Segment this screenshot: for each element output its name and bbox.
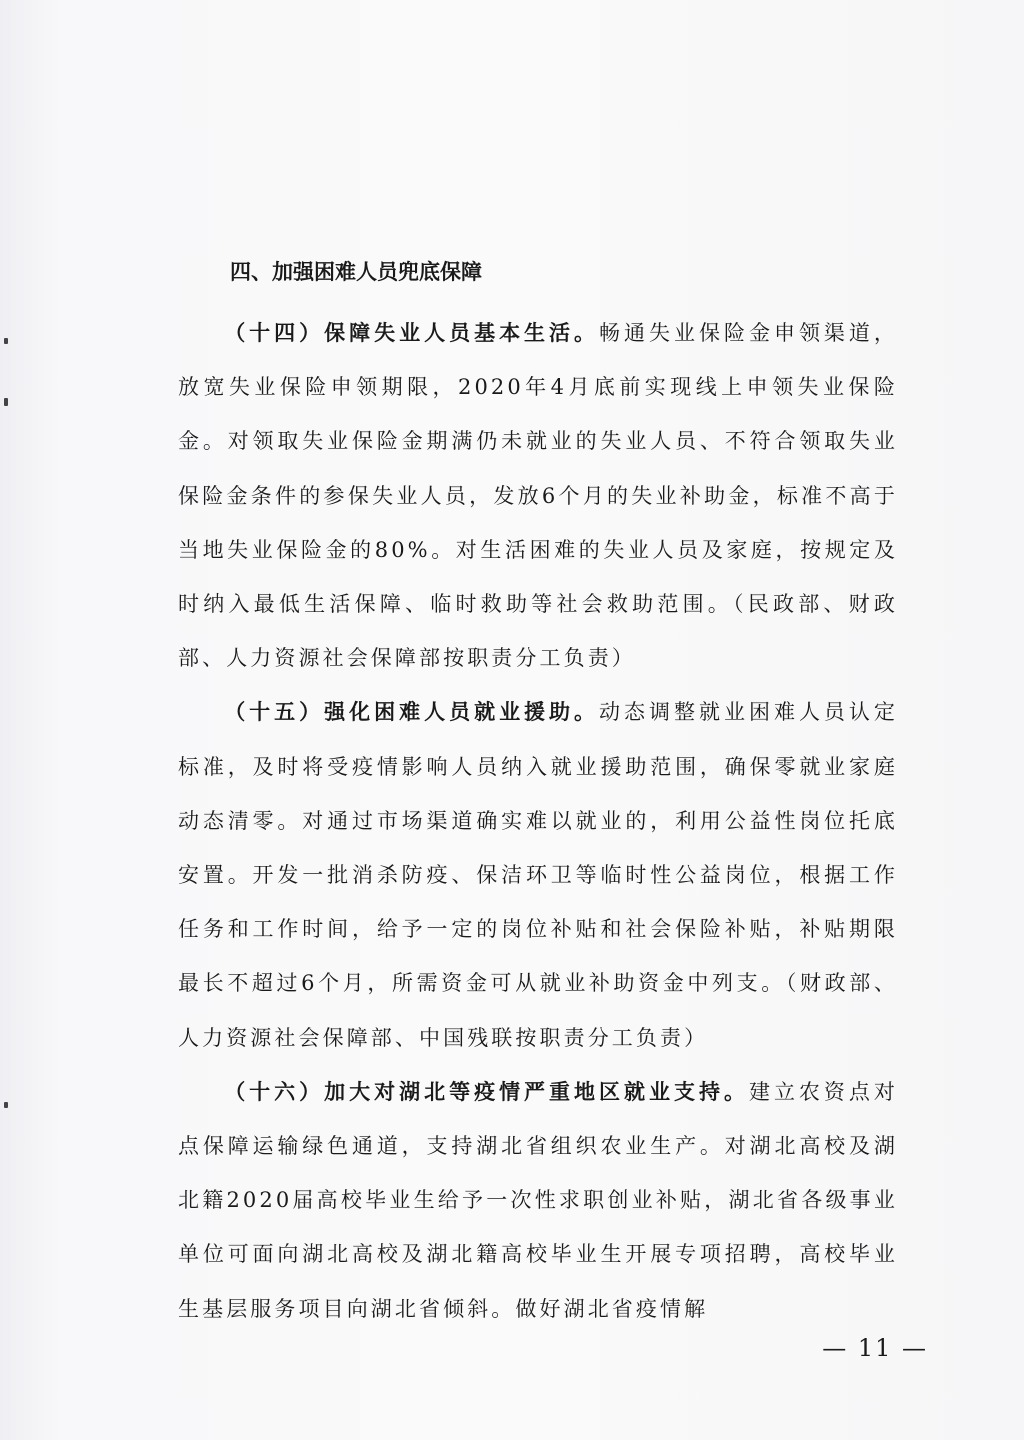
paragraph-16: [178, 1065, 898, 1336]
paragraph-body: 建立农资点对点保障运输绿色通道，支持湖北省组织农业生产。对湖北高校及湖北籍2020届高校毕业生给予一次性求职创业补贴，湖北省各级事业单位可面向湖北高校及湖北籍高校毕业生开展专项招聘，高校毕业生基层服务项目向湖北省倾斜。做好湖北省疫情解: [178, 1079, 898, 1321]
paragraph-14: [178, 306, 898, 685]
paragraph-lead: （十五）强化困难人员就业援助。: [224, 699, 600, 725]
paragraph-body: 畅通失业保险金申领渠道，放宽失业保险申领期限，2020年4月底前实现线上申领失业保险金。对领取失业保险金期满仍未就业的失业人员、不符合领取失业保险金条件的参保失业人员，发放6个月的失业补助金，标准不高于当地失业保险金的80%。对生活困难的失业人员及家庭，按规定及时纳入最低生活保障、临时救助等社会救助范围。（民政部、财政部、人力资源社会保障部按职责分工负责）: [178, 321, 899, 671]
binding-mark: [4, 398, 8, 406]
binding-mark: [4, 338, 8, 344]
page-number: — 11 —: [822, 1334, 928, 1362]
document-body: [178, 252, 898, 1336]
section-heading: 四、加强困难人员兜底保障: [230, 259, 482, 284]
paragraph-lead: （十四）保障失业人员基本生活。: [224, 320, 600, 345]
paragraph-15: [178, 685, 898, 1064]
paragraph-lead: （十六）加大对湖北等疫情严重地区就业支持。: [224, 1078, 749, 1104]
binding-mark: [4, 1102, 8, 1108]
paragraph-body: 动态调整就业困难人员认定标准，及时将受疫情影响人员纳入就业援助范围，确保零就业家庭动态清零。对通过市场渠道确实难以就业的，利用公益性岗位托底安置。开发一批消杀防疫、保洁环卫等临时性公益岗位，根据工作任务和工作时间，给予一定的岗位补贴和社会保险补贴，补贴期限最长不超过6个月，所需资金可从就业补助资金中列支。（财政部、人力资源社会保障部、中国残联按职责分工负责）: [178, 700, 899, 1050]
